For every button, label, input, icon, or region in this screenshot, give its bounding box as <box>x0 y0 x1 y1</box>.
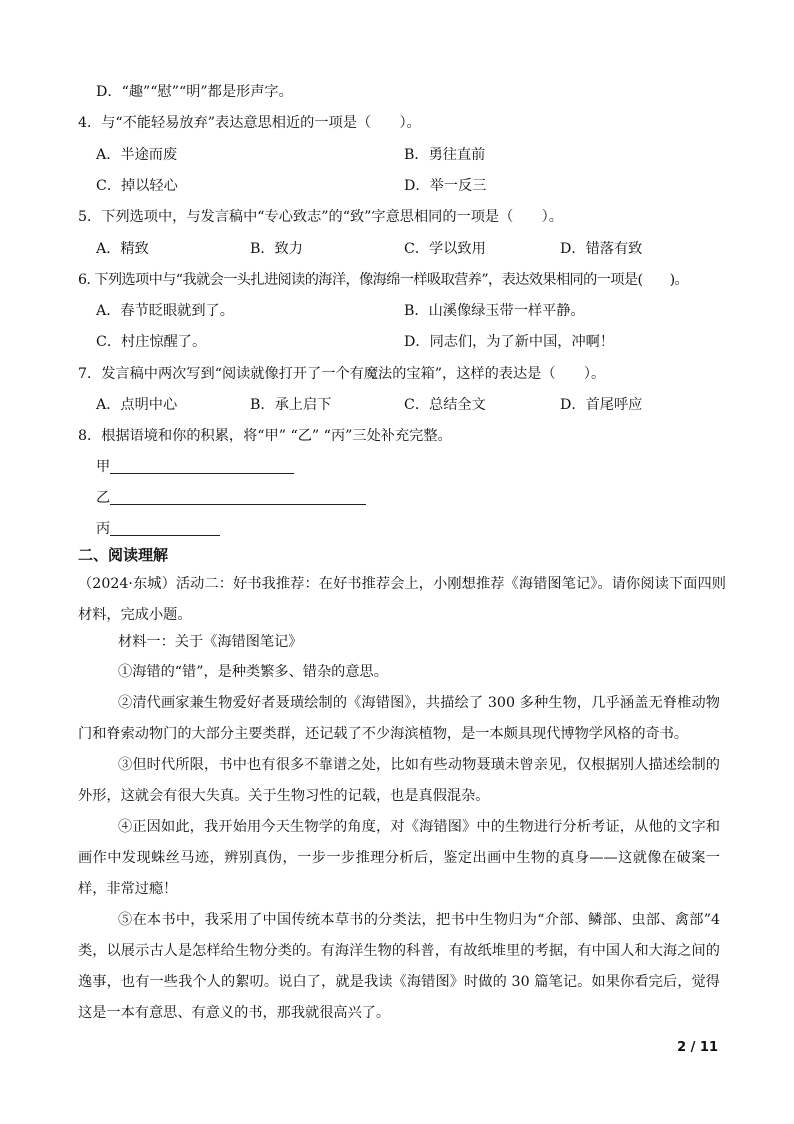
q7-option-c: C．总结全文 <box>404 397 486 413</box>
material-paragraph-3: ③但时代所限，书中也有很多不靠谱之处，比如有些动物聂璜未曾亲见，仅根据别人描述绘制的外形，这就会有很大失真。关于生物习性的记载，也是真假混杂。 <box>78 757 720 804</box>
q5-option-d: D．错落有致 <box>560 241 643 257</box>
section-2-title: 二、阅读理解 <box>78 546 169 564</box>
q4-option-a: A．半途而废 <box>96 147 178 163</box>
q5-option-b: B．致力 <box>250 241 303 257</box>
q5-option-a: A．精致 <box>96 241 149 257</box>
material-paragraph-2: ②清代画家兼生物爱好者聂璜绘制的《海错图》，共描绘了 300 多种生物，几乎涵盖无脊椎动物门和脊索动物门的大部分主要类群，还记载了不少海滨植物，是一本颇具现代博物学风格的奇书。 <box>78 695 720 742</box>
q7-option-d: D．首尾呼应 <box>560 397 643 413</box>
material-paragraph-5: ⑤在本书中，我采用了中国传统本草书的分类法，把书中生物归为“介部、鳞部、虫部、禽部”4 类，以展示古人是怎样给生物分类的。有海洋生物的科普，有故纸堆里的考据，有中国人和大海之间的逸事，也有一些我个人的絮叨。说白了，就是我读《海错图》时做的 30 篇笔记。如果你看完后，觉得这是一本有意思、有意义的书，那我就很高兴了。 <box>78 912 720 1021</box>
q3-option-d: D．“趣”“慰”“明”都是形声字。 <box>96 84 293 100</box>
q6-option-a: A．春节眨眼就到了。 <box>96 303 234 319</box>
page-number: 2 / 11 <box>677 1040 718 1055</box>
q5-option-c: C．学以致用 <box>404 241 486 257</box>
blank-label-yi: 乙 <box>96 490 111 506</box>
blank-label-jia: 甲 <box>96 459 111 475</box>
q7-option-a: A．点明中心 <box>96 397 178 413</box>
material-paragraph-1: ①海错的“错”，是种类繁多、错杂的意思。 <box>118 664 388 680</box>
q6-option-b: B．山溪像绿玉带一样平静。 <box>404 303 585 319</box>
answer-blank-jia[interactable] <box>110 473 294 474</box>
q7-option-b: B．承上启下 <box>250 397 332 413</box>
question-7-stem: 7．发言稿中两次写到“阅读就像打开了一个有魔法的宝箱”，这样的表达是（ ）。 <box>78 366 606 382</box>
q4-option-b: B．勇往直前 <box>404 147 486 163</box>
answer-blank-yi[interactable] <box>110 504 366 505</box>
question-4-stem: 4．与“不能轻易放弃”表达意思相近的一项是（ ）。 <box>78 115 421 131</box>
question-5-stem: 5．下列选项中，与发言稿中“专心致志”的“致”字意思相同的一项是（ ）。 <box>78 209 563 225</box>
question-8-stem: 8．根据语境和你的积累，将“甲” “乙” “丙”三处补充完整。 <box>78 428 452 444</box>
material-paragraph-4: ④正因如此，我开始用今天生物学的角度，对《海错图》中的生物进行分析考证，从他的文字和画作中发现蛛丝马迹，辨别真伪，一步一步推理分析后，鉴定出画中生物的真身——这就像在破案一样，非常过瘾！ <box>78 819 720 897</box>
q4-option-c: C．掉以轻心 <box>96 178 178 194</box>
q4-option-d: D．举一反三 <box>404 178 487 194</box>
material-1-title: 材料一：关于《海错图笔记》 <box>118 634 303 650</box>
question-6-stem: 6. 下列选项中与“我就会一头扎进阅读的海洋，像海绵一样吸取营养”，表达效果相同的一项是( )。 <box>78 272 689 288</box>
q6-option-c: C．村庄惊醒了。 <box>96 334 207 350</box>
answer-blank-bing[interactable] <box>110 535 220 536</box>
q6-option-d: D．同志们，为了新中国，冲啊！ <box>404 334 615 350</box>
section-2-intro: （2024·东城）活动二：好书我推荐：在好书推荐会上，小刚想推荐《海错图笔记》。请你阅读下面四则材料，完成小题。 <box>78 576 726 623</box>
blank-label-bing: 丙 <box>96 521 111 537</box>
